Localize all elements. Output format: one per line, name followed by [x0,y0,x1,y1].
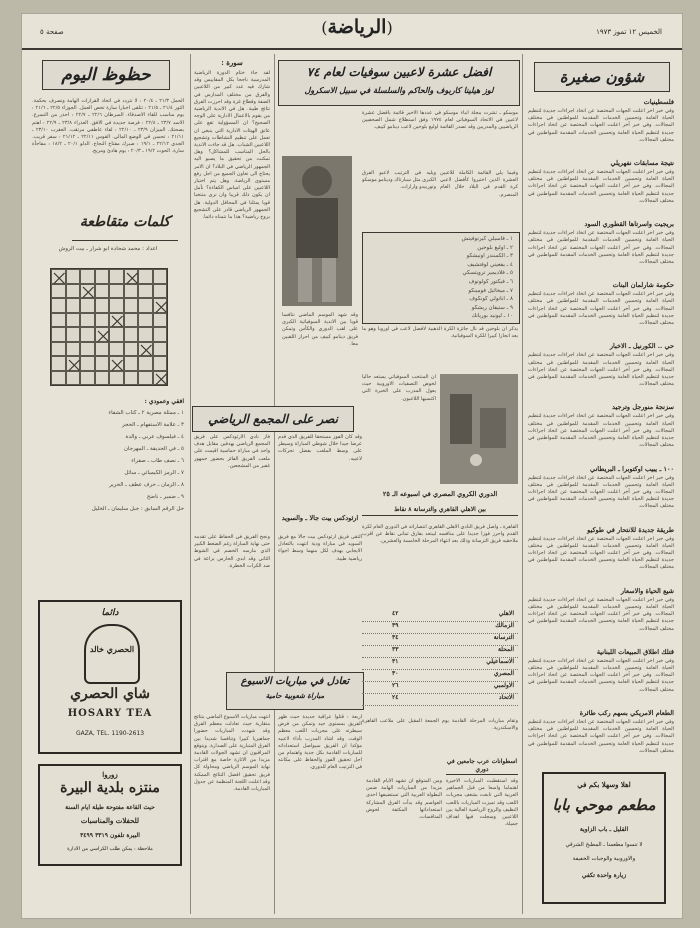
standings-row [362,670,518,682]
table-row: ٤ ـ يفغيني لوفتشيف [467,261,513,268]
affairs-item-text: وفي خبر آخر اعلنت الجهات المختصة عن اتخاذ اجراءات جديدة لتنظيم الحياة العامة وتحسين الخدمات المقدمة للمواطنين في مختلف المجالات. وفي خبر آخر اعلنت الجهات المختصة عن اتخاذ اجراءات جديدة لتنظيم الحياة العامة وتحسين الخدمات المقدمة للمواطنين في مختلف المجالات. [528,352,674,388]
match-photo [440,374,518,484]
column-rule [190,54,191,914]
bottom-text-right: وقد استقطبت المباريات الاخيرة اهتماما واسعا من قبل الجماهير العربية التي تابعت بشغف مجريات اللعب وقد تميزت المباريات باللعب النظيف والروح الرياضية العالية بين اللاعبين وسجلت فيها اهداف جميلة. [446,778,518,828]
crossword-cell [95,269,110,284]
heading-draw [226,672,364,710]
soviet-text-d: وقد شهد الموسم الماضي تنافسا قويا بين الاندية السوفياتية الكبرى على لقب الدوري والكأس وتمكن فريق دينامو كييف من احراز اللقبين معا. [282,312,358,347]
ad-bira-line2: للحفلات والمناسبات [80,816,140,825]
crossword-cell [109,327,124,342]
crossword-cell [109,284,124,299]
crossword-title: كلمات متقاطعة [72,214,178,241]
ad-bira-line3: البيرة تلفون ٣٣١٩ ٣٤٩٩ [80,832,140,839]
standings-points: ٤٢ [392,610,399,617]
ad-hosary-phone: GAZA, TEL. 1190-2613 [75,730,145,737]
masthead [22,14,682,50]
crossword-cell [153,269,168,284]
crossword-cell [95,342,110,357]
affairs-item-heading: شيع الحياة والاسعار [620,586,674,595]
standings-row [362,658,518,670]
crossword-cell [66,371,81,386]
clue-list [32,410,184,530]
article-text: لقد جاء ختام الدورة الرياضية المدرسية ناجحا بكل المقاييس وقد شارك فيه عدد كبير من اللاعبين والفرق من مختلف المدارس في الضفة وقطاع غزة وقد احرزت الفرق نتائج طيبة. هل في الاندية الرياضية من يقوم بالاعمال الادارية على الوجه الصحيح؟ ان المسؤولية تقع على عاتق الهيئات الادارية التي ينبغي ان تعمل على تنظيم النشاطات وتشجيع اللاعبين الشباب. هل قد جاءت الاندية بالحل المناسب للمشاكل؟ وهل تمكنت من تحقيق ما يصبو اليه الجمهور الرياضي في البلاد؟ ان الامر يحتاج الى تعاون الجميع من اجل رفع مستوى الرياضة. وهل يتم اختيار اللاعبين على اساس الكفاءة؟ نأمل ان يكون ذلك قريبا وان نرى منتخبا قويا يمثلنا في المحافل الدولية. هل الجمهور الرياضي قادر على التشجيع بروح رياضية؟ هذا ما نتمناه دائما. [194,70,270,221]
crossword-cell [51,298,66,313]
crossword-cell [109,371,124,386]
column-rule [274,54,275,914]
crossword-cell [109,298,124,313]
hosary-emblem-icon [84,624,140,684]
top-ten-table [362,232,520,324]
crossword-cell [138,284,153,299]
crossword-cell [138,298,153,313]
ad-rest-l1: القليل ـ باب الزاوية [579,826,629,833]
standings-team: الاسماعيلي [486,658,514,665]
affairs-item-text: وفي خبر آخر اعلنت الجهات المختصة عن اتخاذ اجراءات جديدة لتنظيم الحياة العامة وتحسين الخدمات المقدمة للمواطنين في مختلف المجالات. وفي خبر آخر اعلنت الجهات المختصة عن اتخاذ اجراءات جديدة لتنظيم الحياة العامة وتحسين الخدمات المقدمة للمواطنين في مختلف المجالات. [528,108,674,143]
crossword-cell [51,284,66,299]
soviet-intro: موسكو ـ تشرت مجلة انباء موسكو في عددها الاخير قائمة بأفضل عشرة لاعبين في الاتحاد السوفياتي لعام ١٩٧٤ وفق استطلاع شمل الصحفيين الرياضيين والمدربين وقد تصدر القائمة اوليغ بلوخين لاعب دينامو كييف. [362,110,518,131]
table-row: ٨ ـ اناتولي كونكوف [469,296,513,303]
crossword-cell [138,371,153,386]
affairs-item-heading: ١٠٠ ـ يبيب اوكتوبرا ـ البريطاني [590,464,674,473]
crossword-cell [153,298,168,313]
page-number: صفحة ٥ [40,28,64,36]
soviet-headline [278,60,520,106]
clue-line: ١ ـ ممثلة مصرية ٢ ـ كتاب الشفاء [108,410,184,416]
restaurant-ad [542,772,666,904]
standings-row [362,622,518,634]
affairs-item-text: وفي خبر آخر اعلنت الجهات المختصة عن اتخاذ اجراءات جديدة لتنظيم الحياة العامة وتحسين الخدمات المقدمة للمواطنين في مختلف المجالات. وفي خبر آخر اعلنت الجهات المختصة عن اتخاذ اجراءات جديدة لتنظيم الحياة العامة وتحسين الخدمات المقدمة للمواطنين في مختلف المجالات. [528,413,674,449]
affairs-item-text: وفي خبر آخر اعلنت الجهات المختصة عن اتخاذ اجراءات جديدة لتنظيم الحياة العامة وتحسين الخدمات المقدمة للمواطنين في مختلف المجالات. وفي خبر آخر اعلنت الجهات المختصة عن اتخاذ اجراءات جديدة لتنظيم الحياة العامة وتحسين الخدمات المقدمة للمواطنين في مختلف المجالات. [528,535,674,571]
crossword-cell [80,356,95,371]
ad-rest-top: اهلا وسهلا بكم في [577,780,631,789]
newspaper-page [22,14,682,918]
ad-hosary-top: دائما [101,608,119,618]
affairs-item-heading: سزنجة منورجل وترجيد [612,403,674,412]
table-row: ١٠ ـ ليونيد بوريانك [471,313,513,320]
standings-points: ٣٣ [392,646,399,653]
table-row: ٩ ـ ستيفان ريشكو [471,304,513,311]
ad-hosary-english: HOSARY TEA [67,708,153,719]
table-row: ٣ ـ الكسندر اونيشكو [466,253,513,260]
affairs-item-text: وفي خبر آخر اعلنت الجهات المختصة عن اتخاذ اجراءات جديدة لتنظيم الحياة العامة وتحسين الخدمات المقدمة للمواطنين في مختلف المجالات. وفي خبر آخر اعلنت الجهات المختصة عن اتخاذ اجراءات جديدة لتنظيم الحياة العامة وتحسين الخدمات المقدمة للمواطنين في مختلف المجالات. [528,169,674,204]
ad-rest-title: مطعم موحي بابا [552,796,656,814]
ad-rest-l3: والاوروبية والوجبات الخفيفة [572,856,636,862]
affairs-item-heading: فلسطينيات [643,98,674,106]
standings-team: الاهلي [498,610,514,617]
crossword-cell [51,356,66,371]
crossword-cell [66,298,81,313]
affairs-item-text: وفي خبر آخر اعلنت الجهات المختصة عن اتخاذ اجراءات جديدة لتنظيم الحياة العامة وتحسين الخدمات المقدمة للمواطنين في مختلف المجالات. وفي خبر آخر اعلنت الجهات المختصة عن اتخاذ اجراءات جديدة لتنظيم الحياة العامة وتحسين الخدمات المقدمة للمواطنين في مختلف المجالات. [528,657,674,693]
crossword-cell [153,371,168,386]
ad-bira-title: منتزه بلدية البيرة [60,780,160,796]
draw-article-left: انتهت مباريات الاسبوع الماضي بنتائج متقاربة حيث تعادلت معظم الفرق وقد شهدت المباريات حضورا جماهيريا كبيرا وتنافسا شديدا بين الفرق المتبارية على الصدارة. ويتوقع المراقبون ان تشهد الجولات القادمة مزيدا من الاثارة خاصة مع اقتراب نهاية الموسم الرياضي ومحاولة كل فريق تحقيق افضل النتائج الممكنة وقد اعلنت اللجنة المنظمة عن جدول المباريات القادمة. [194,714,270,793]
crossword-cell [95,327,110,342]
egypt-league-text: القاهرة ـ واصل فريق النادي الاهلي القاهري انتصاراته في الدوري العام لكرة القدم واحرز فوزا جديدا على منافسه ليبتعد بفارق ثماني نقاط عن اقرب ملاحقيه فريق الترسانة وذلك بعد انتهاء المرحلة الخامسة والعشرين. [362,524,518,545]
ad-bira-line4: ملاحظة : يمكن طلب الكراسي من الادارة [67,846,153,852]
egypt-league-text2: وتقام مباريات المرحلة القادمة يوم الجمعة المقبل على ملاعب القاهرة والاسكندرية. [362,718,518,732]
standings-team: الزمالك [495,622,514,629]
egypt-league-head: الدوري الكروي المصري في اسبوعه الـ ٢٥ [382,490,498,498]
table-row: ٧ ـ ميخائيل فومينكو [468,287,513,294]
standings-row [362,694,518,706]
crossword-cell [138,356,153,371]
crossword-cell [80,284,95,299]
crossword-cell [66,269,81,284]
crossword-cell [153,342,168,357]
player-photo [282,156,352,306]
table-row: ١ ـ فاسيلي كيرتوفيتش [461,236,513,242]
affairs-item-heading: طريقة جديدة للانتحار في طوكيو [587,525,674,534]
victory-article-left: فاز نادي الارثوذكس على فريق المجمع الرياضي بهدفين مقابل هدف واحد في مباراة حماسية اقيمت على ملعب الفريق الفائز بحضور جمهور غفير من المشجعين. [194,434,270,469]
crossword-cell [109,313,124,328]
affairs-item-text: وفي خبر آخر اعلنت الجهات المختصة عن اتخاذ اجراءات جديدة لتنظيم الحياة العامة وتحسين الخدمات المقدمة للمواطنين في مختلف المجالات. وفي خبر آخر اعلنت الجهات المختصة عن اتخاذ اجراءات جديدة لتنظيم الحياة العامة وتحسين الخدمات المقدمة للمواطنين في مختلف المجالات. [528,718,674,754]
standings-team: الاولمبي [493,682,514,689]
standings-row [362,610,518,622]
bottom-text-left: ومن المتوقع ان تشهد الايام القادمة مزيدا من المباريات الهامة ضمن البطولة العربية التي تستضيفها احدى العواصم وقد بدأت الفرق المشاركة استعداداتها المكثفة لخوض المنافسات. [366,778,442,821]
crossword-cell [124,284,139,299]
crossword-cell [138,313,153,328]
crossword-cell [66,342,81,357]
heading-draw-line2: مباراة شعوبية حامية [265,691,325,700]
affairs-item-heading: نتيجة مسابقات نفهريلي [610,159,674,168]
crossword-cell [138,269,153,284]
crossword-cell [80,327,95,342]
bottom-heading: اسطوانات عرب جامعين في دوري [446,758,518,773]
crossword-cell [109,269,124,284]
crossword-cell [95,298,110,313]
crossword-cell [153,313,168,328]
crossword-cell [124,298,139,313]
crossword-cell [95,284,110,299]
crossword-cell [153,284,168,299]
standings-row [362,646,518,658]
crossword-cell [66,284,81,299]
ad-rest-l4: زيارة واحدة تكفي [581,872,627,879]
ad-bira-top: زوروا [102,770,118,779]
victory-article-left2: ونجح الفريق في الحفاظ على تقدمه حتى نهاية المباراة رغم الضغط الكبير الذي مارسه الخصم في الشوط الثاني وقد ابدى الحارس براعة في صد الكرات الخطرة. [194,534,270,569]
crossword-cell [124,342,139,357]
affairs-item-text: وفي خبر آخر اعلنت الجهات المختصة عن اتخاذ اجراءات جديدة لتنظيم الحياة العامة وتحسين الخدمات المقدمة للمواطنين في مختلف المجالات. وفي خبر آخر اعلنت الجهات المختصة عن اتخاذ اجراءات جديدة لتنظيم الحياة العامة وتحسين الخدمات المقدمة للمواطنين في مختلف المجالات. [528,291,674,327]
affairs-item-heading: بريجيت واسرتاها القطوري السود [584,220,674,229]
affairs-item-heading: الطعام الامريكي بسهم ركب طائرة [579,708,674,717]
clue-line: ٦ ـ نصف طاب ـ صفراء [131,458,184,464]
horoscope-title: حظوظ اليوم [42,60,170,90]
table-row: ٦ ـ فيكتور كولوتوف [468,279,513,285]
soviet-headline-line2: لوز هيلينا كاربوف والحاكم والسلسلة في سبيل الاسكرول [304,85,494,95]
crossword-cell [95,313,110,328]
heading-victory: نصر على المجمع الرياضي [192,406,354,432]
clues-heading: افقي وعمودي : [144,398,184,405]
standings-points: ٢٦ [392,682,399,689]
ad-hosary-arabic: شاي الحصري [70,686,150,702]
standings-table [362,610,518,710]
crossword-cell [138,342,153,357]
soviet-headline-line1: افضل عشرة لاعبين سوفيات لعام ٧٤ [306,65,492,79]
crossword-cell [51,313,66,328]
crossword-cell [109,356,124,371]
affairs-item-heading: قتلك اطلاق المبيعات اللبنانية [596,647,674,656]
crossword-cell [80,313,95,328]
standings-team: المحلة [497,646,514,653]
egypt-league-sub: بين الاهلي القاهري والترسانة ٨ نقاط [362,506,518,516]
standings-team: الاتحاد [498,694,514,701]
crossword-cell [124,356,139,371]
draw-article-mid: اربعة : قتلوا عراقية جديدة حيث ظهر الفريق بمستوى جيد وتمكن من فرض سيطرته على مجريات اللعب معظم الوقت. وقد اشاد المدرب بأداء لاعبيه مؤكدا ان الفريق سيواصل استعداداته للمباريات القادمة بكل جدية واهتمام من اجل تحقيق الفوز والحفاظ على مكانته في الترتيب العام للدوري. [278,714,362,771]
crossword-cell [51,269,66,284]
affairs-item-text: وفي خبر آخر اعلنت الجهات المختصة عن اتخاذ اجراءات جديدة لتنظيم الحياة العامة وتحسين الخدمات المقدمة للمواطنين في مختلف المجالات. وفي خبر آخر اعلنت الجهات المختصة عن اتخاذ اجراءات جديدة لتنظيم الحياة العامة وتحسين الخدمات المقدمة للمواطنين في مختلف المجالات. [528,474,674,510]
soviet-text-b: ويليه في الترتيب لاعبو الفرق الكبرى مثل سبارتاك ودينامو موسكو وتوربيدو وارارات. [362,170,436,191]
crossword-cell [66,327,81,342]
affairs-item-text: وفي خبر آخر اعلنت الجهات المختصة عن اتخاذ اجراءات جديدة لتنظيم الحياة العامة وتحسين الخدمات المقدمة للمواطنين في مختلف المجالات. وفي خبر آخر اعلنت الجهات المختصة عن اتخاذ اجراءات جديدة لتنظيم الحياة العامة وتحسين الخدمات المقدمة للمواطنين في مختلف المجالات. [528,230,674,265]
crossword-cell [51,327,66,342]
table-row: ٥ ـ فلاديمير ترويتسكي [462,270,513,277]
small-affairs-title: شؤون صغيرة [534,62,670,92]
crossword-cell [80,269,95,284]
standings-points: ٣٩ [392,622,399,629]
ad-bira-line1: حيث القاعة مفتوحة طيلة ايام السنة [65,804,155,811]
standings-row [362,682,518,694]
heading-draw-line1: تعادل في مباريات الاسبوع [240,676,350,687]
crossword-grid [50,268,168,386]
crossword-cell [153,356,168,371]
clue-line: حل الرقم السابق : جبل سليمان ـ الخليل [91,506,184,512]
crossword-cell [80,298,95,313]
table-row: ٢ ـ اوليغ بلوخين [477,244,513,251]
crossword-cell [80,371,95,386]
ad-rest-l2: لا تنسوا مطعمنا ـ المطبخ الشرقي [565,842,643,848]
column-rule [522,54,523,914]
crossword-cell [124,269,139,284]
standings-points: ٢٤ [392,694,399,701]
small-affairs-list [528,98,674,770]
bira-park-ad [38,764,182,866]
crossword-cell [95,371,110,386]
issue-date: الخميس ١٢ تموز ١٩٧٣ [596,28,662,36]
clue-line: ٩ ـ ضمير ـ ناضج [146,494,184,500]
crossword-cell [51,342,66,357]
standings-points: ٣١ [392,658,399,665]
heading-sura: سورة : [221,58,243,67]
clue-line: ٣ ـ علامة الاستفهام ـ الحجر [121,422,184,428]
soviet-text-e: ان المنتخب السوفياتي يستعد حاليا لخوض التصفيات الاوروبية حيث يعول المدرب على الخبرة التي اكتسبها اللاعبون. [362,374,436,402]
crossword-cell [95,356,110,371]
crossword-cell [124,313,139,328]
crossword-cell [51,371,66,386]
affairs-item-heading: حي .. الكورنيل ـ الاخبار [609,342,674,351]
affairs-item-text: وفي خبر آخر اعلنت الجهات المختصة عن اتخاذ اجراءات جديدة لتنظيم الحياة العامة وتحسين الخدمات المقدمة للمواطنين في مختلف المجالات. وفي خبر آخر اعلنت الجهات المختصة عن اتخاذ اجراءات جديدة لتنظيم الحياة العامة وتحسين الخدمات المقدمة للمواطنين في مختلف المجالات. [528,596,674,632]
crossword-cell [80,342,95,357]
crossword-cell [66,313,81,328]
horoscope-text: الحمل ٢١/٣ ـ ٢٠/٤ : لا تتردد في اتخاذ القرارات الهامة وتصرف بحكمة. الثور ٢١/٤ ـ ٢١/٥ : تتلقى اخبارا سارة تخص العمل. الجوزاء ٢٢/٥ ـ ٢١/٦ : يوم مناسب للقاء الاصدقاء. السرطان ٢٢/٦ ـ ٢٢/٧ : احذر من التسرع. الاسد ٢٣/٧ ـ ٢٢/٨ : فرصة جديدة في الافق. العذراء ٢٣/٨ ـ ٢٢/٩ : اهتم بصحتك. الميزان ٢٣/٩ ـ ٢٢/١٠ : لقاء عاطفي مرتقب. العقرب ٢٣/١٠ ـ ٢١/١١ : تحسن في الوضع المالي. القوس ٢٢/١١ ـ ٢١/١٢ : سفر قريب. الجدي ٢٢/١٢ ـ ١٩/١ : صبرك مفتاح النجاح. الدلو ٢٠/١ ـ ١٨/٢ : مفاجأة سارة. الحوت ١٩/٢ ـ ٢٠/٣ : يوم هادئ ومريح. [32,98,184,155]
soviet-text-c: يذكر ان بلوخين قد نال جائزة الكرة الذهبية لافضل لاعب في اوروبا وهو ما يعد انجازا كبيرا للكرة السوفياتية. [362,326,518,340]
hosary-emblem-text: الحصري خالد [89,644,135,654]
crossword-cell [138,327,153,342]
clue-line: ٥ ـ في الحديقة ـ المهرجان [123,446,184,452]
clue-line: ٧ ـ الرمز الكيميائي ـ سائل [124,470,184,476]
victory-article-mid: وقد كان الفوز مستحقا للفريق الذي قدم عرضا جيدا خلال شوطي المباراة وسيطر على وسط الملعب بفضل تحركات لاعبيه. [278,434,362,462]
crossword-credit: اعداد : محمد شحادة ابو شرار ـ بيت الروش [58,246,158,252]
standings-team: الترسانة [493,634,514,641]
soviet-text-a: وفيما يلي القائمة الكاملة للاعبين العشرة الذين اختيروا كأفضل لاعبي كرة القدم في البلاد خلال العام المنصرم. [440,170,518,198]
crossword-cell [109,342,124,357]
crossword-cell [124,371,139,386]
standings-points: ٣٠ [392,670,399,677]
standings-points: ٣٤ [392,634,399,641]
hosary-tea-ad [38,600,182,754]
heading-orthodox: ارثودكس بيت جالا ـ والسويد [281,514,359,522]
victory-article-mid2: التقى فريق ارثودكس بيت جالا مع فريق السويد في مباراة ودية انتهت بالتعادل الايجابي بهدف لكل منهما وسط اجواء رياضية طيبة. [278,534,362,562]
standings-row [362,634,518,646]
section-title: (الرياضة) [321,16,393,38]
crossword-cell [153,327,168,342]
clue-line: ٨ ـ الزمان ـ حرف عطف ـ الحرير [109,482,184,488]
clue-line: ٤ ـ فيلسوف عربي ـ والدة [125,434,184,440]
affairs-item-heading: حكومة شارلمان البنات [612,281,674,290]
crossword-cell [66,356,81,371]
standings-team: المصري [493,670,514,677]
crossword-cell [124,327,139,342]
